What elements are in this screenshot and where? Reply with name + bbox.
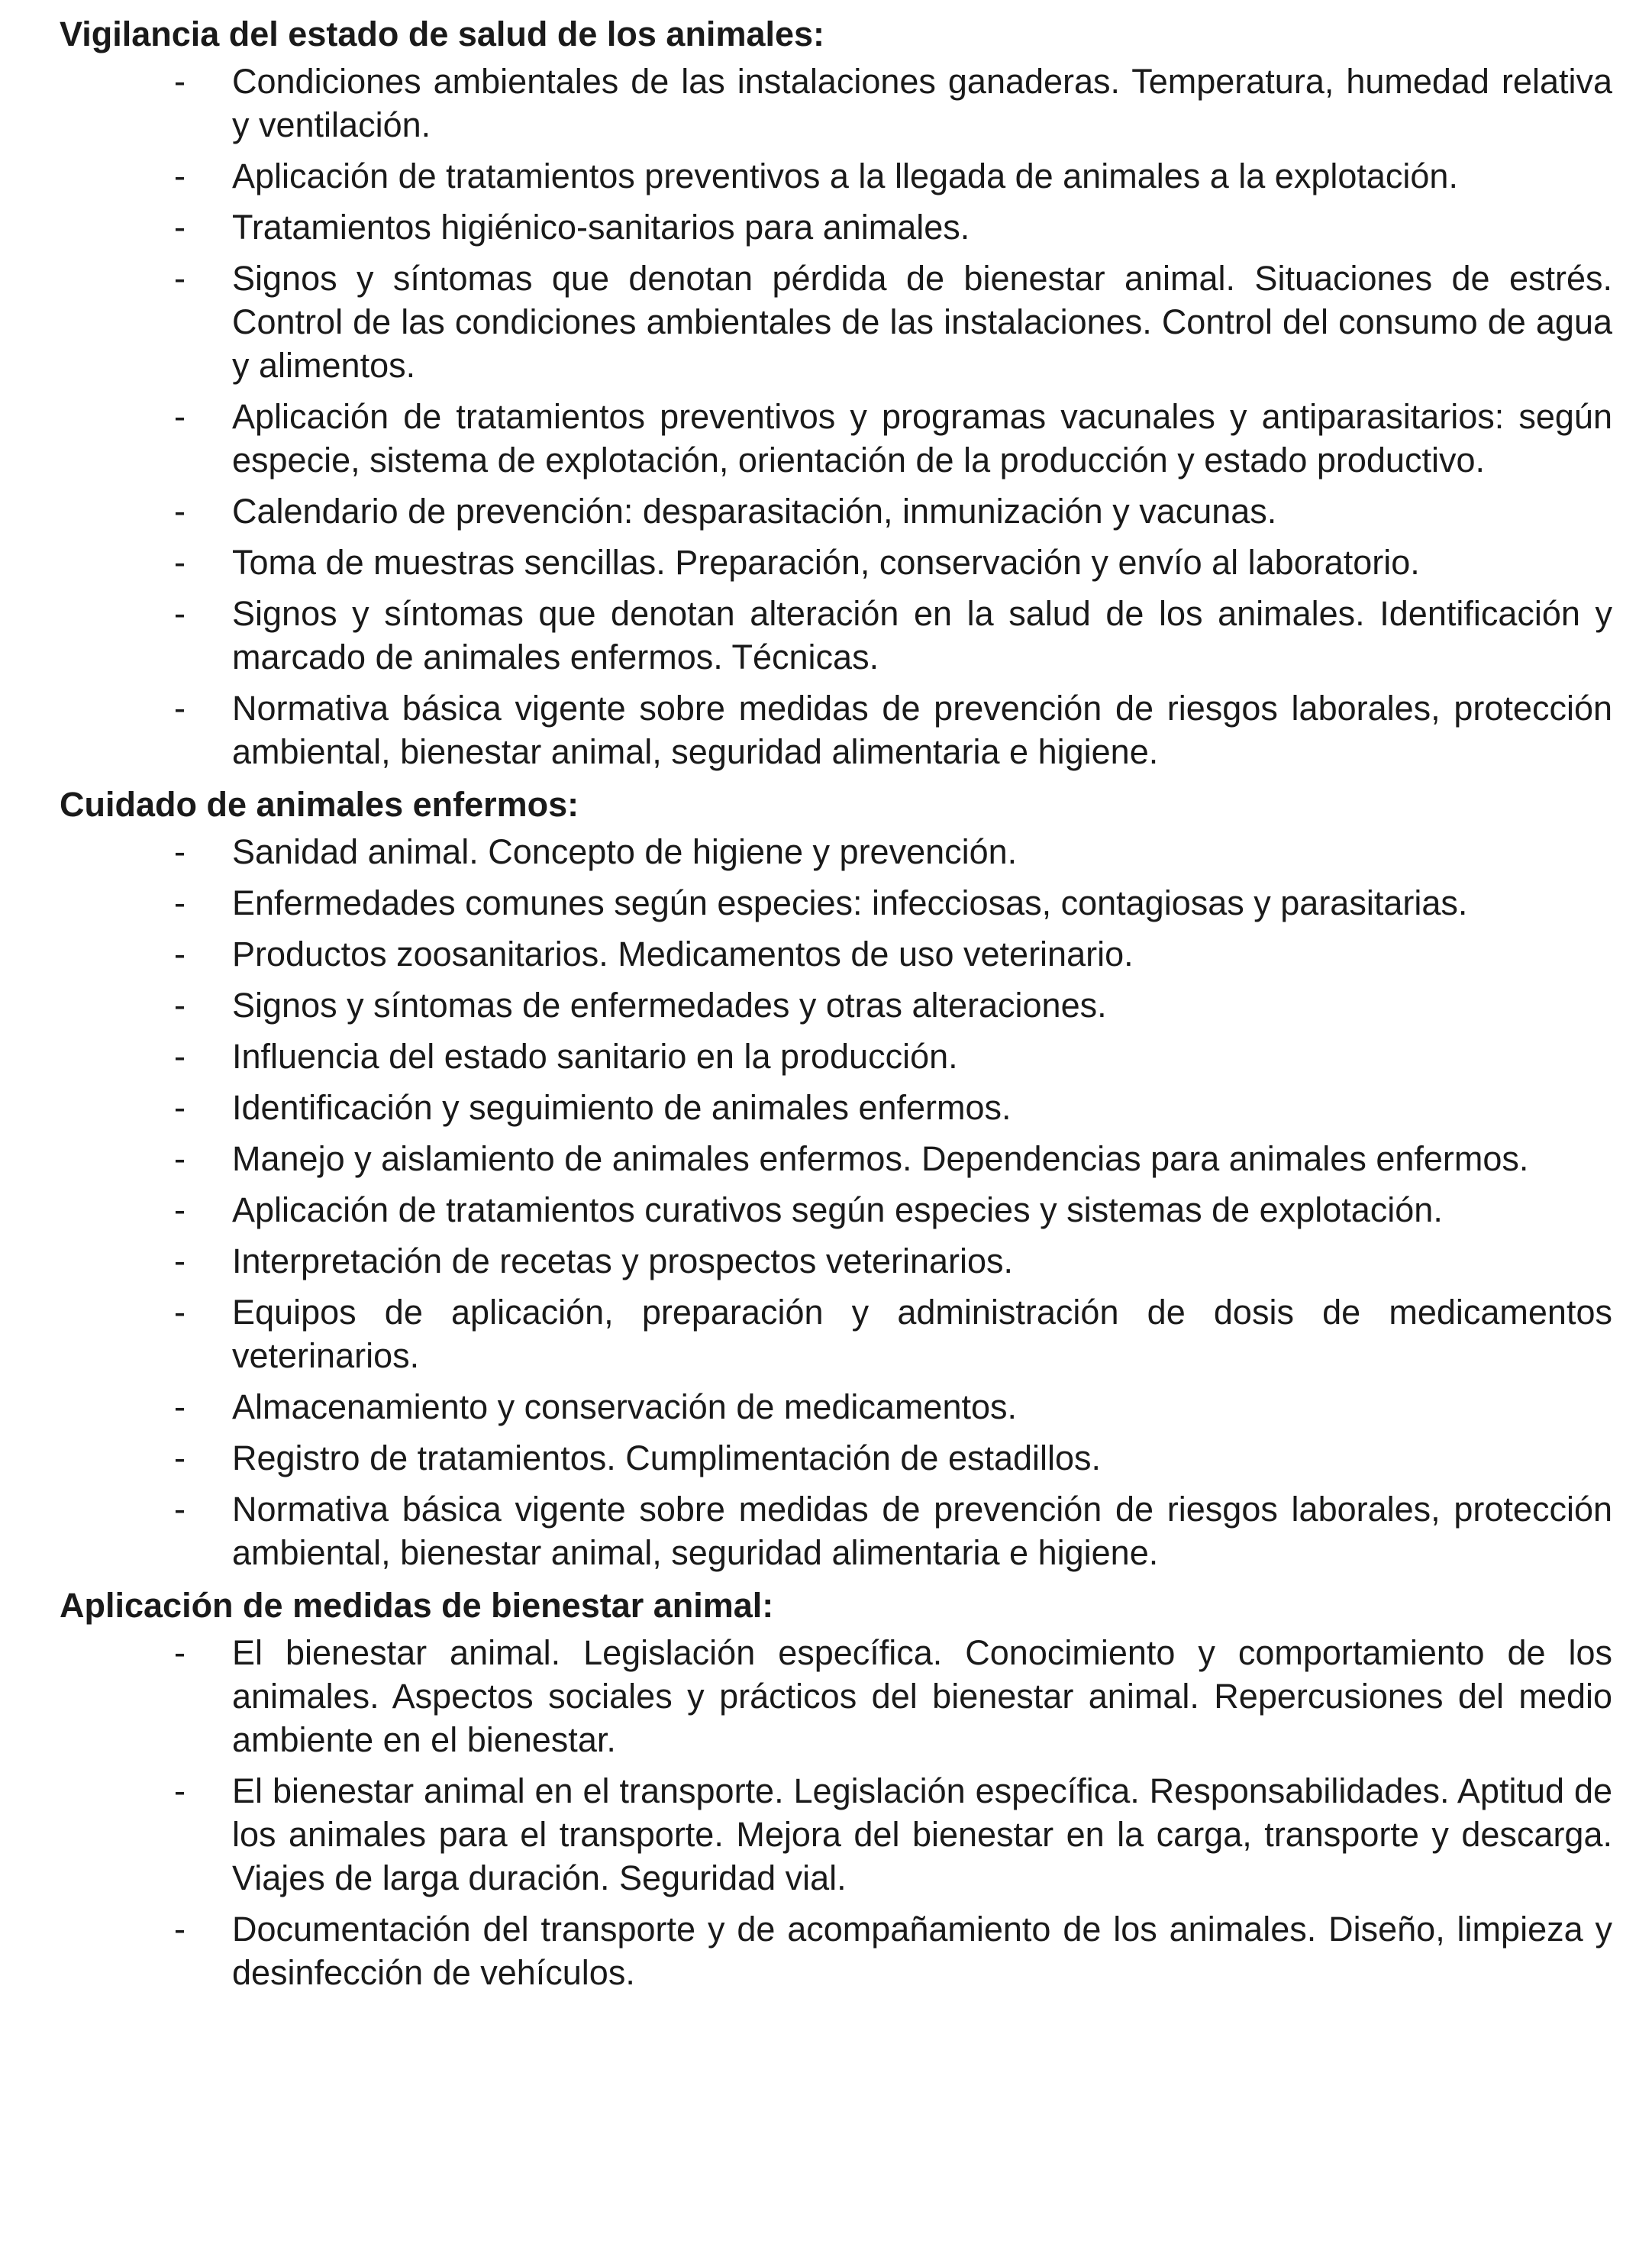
bullet-dash: - — [174, 543, 186, 582]
list-item — [60, 1631, 1612, 1761]
bullet-dash: - — [174, 832, 186, 871]
bullet-dash: - — [174, 62, 186, 101]
list-item — [60, 1436, 1612, 1480]
list-item — [60, 1188, 1612, 1232]
bullet-dash: - — [174, 157, 186, 195]
list-item-text: Productos zoosanitarios. Medicamentos de uso veterinario. — [232, 935, 1134, 974]
list-item-text: Interpretación de recetas y prospectos veterinarios. — [232, 1242, 1014, 1280]
bullet-dash: - — [174, 397, 186, 436]
section-heading: Aplicación de medidas de bienestar animal: — [60, 1586, 774, 1625]
bullet-dash: - — [174, 1139, 186, 1178]
list-item — [60, 1035, 1612, 1078]
bullet-dash: - — [174, 1490, 186, 1529]
bullet-dash: - — [174, 208, 186, 247]
list-item-text: El bienestar animal. Legislación específica. Conocimiento y comportamiento de los animales. Aspectos sociales y prácticos del bienestar animal. Repercusiones del medio ambiente en el bienestar. — [232, 1633, 1612, 1759]
list-item-text: Signos y síntomas de enfermedades y otras alteraciones. — [232, 986, 1107, 1025]
list-item — [60, 489, 1612, 533]
bullet-dash: - — [174, 492, 186, 531]
list-item-text: Normativa básica vigente sobre medidas de prevención de riesgos laborales, protección ambiental, bienestar animal, seguridad alimentaria e higiene. — [232, 689, 1612, 771]
bullet-dash: - — [174, 986, 186, 1025]
list-item-text: Signos y síntomas que denotan pérdida de bienestar animal. Situaciones de estrés. Control de las condiciones ambientales de las instalaciones. Control del consumo de agua y alimentos. — [232, 259, 1612, 385]
list-item-text: Aplicación de tratamientos preventivos a la llegada de animales a la explotación. — [232, 157, 1458, 195]
bullet-dash: - — [174, 1633, 186, 1672]
bullet-dash: - — [174, 1293, 186, 1332]
bullet-dash: - — [174, 935, 186, 974]
list-item-text: Almacenamiento y conservación de medicamentos. — [232, 1387, 1018, 1426]
list-item-text: Documentación del transporte y de acompañamiento de los animales. Diseño, limpieza y desinfección de vehículos. — [232, 1910, 1612, 1992]
list-item — [60, 1385, 1612, 1429]
bullet-dash: - — [174, 689, 186, 728]
section-heading: Vigilancia del estado de salud de los animales: — [60, 15, 825, 53]
section-heading: Cuidado de animales enfermos: — [60, 785, 579, 824]
bullet-list — [60, 60, 1612, 773]
document-body — [60, 11, 1612, 2002]
list-item — [60, 830, 1612, 873]
list-item — [60, 1487, 1612, 1574]
list-item-text: Tratamientos higiénico-sanitarios para animales. — [232, 208, 970, 247]
list-item — [60, 60, 1612, 147]
list-item-text: El bienestar animal en el transporte. Legislación específica. Responsabilidades. Aptitud de los animales para el transporte. Mejora del bienestar en la carga, transporte y descarga. Viajes de larga duración. Seguridad vial. — [232, 1771, 1612, 1897]
list-item-text: Enfermedades comunes según especies: infecciosas, contagiosas y parasitarias. — [232, 883, 1468, 922]
bullet-dash: - — [174, 1190, 186, 1229]
bullet-dash: - — [174, 1088, 186, 1127]
bullet-list — [60, 830, 1612, 1574]
list-item — [60, 932, 1612, 976]
list-item — [60, 1769, 1612, 1900]
list-item-text: Identificación y seguimiento de animales enfermos. — [232, 1088, 1012, 1127]
list-item-text: Toma de muestras sencillas. Preparación, conservación y envío al laboratorio. — [232, 543, 1420, 582]
list-item — [60, 592, 1612, 679]
list-item — [60, 686, 1612, 773]
bullet-dash: - — [174, 1387, 186, 1426]
bullet-dash: - — [174, 259, 186, 298]
list-item — [60, 1907, 1612, 1994]
list-item-text: Sanidad animal. Concepto de higiene y prevención. — [232, 832, 1018, 871]
bullet-list — [60, 1631, 1612, 1994]
bullet-dash: - — [174, 1242, 186, 1280]
list-item-text: Equipos de aplicación, preparación y administración de dosis de medicamentos veterinarios. — [232, 1293, 1612, 1375]
bullet-dash: - — [174, 1910, 186, 1949]
list-item — [60, 983, 1612, 1027]
list-item — [60, 1137, 1612, 1180]
bullet-dash: - — [174, 594, 186, 633]
list-item-text: Manejo y aislamiento de animales enfermos. Dependencias para animales enfermos. — [232, 1139, 1529, 1178]
list-item — [60, 395, 1612, 482]
list-item-text: Calendario de prevención: desparasitación, inmunización y vacunas. — [232, 492, 1277, 531]
list-item — [60, 881, 1612, 925]
list-item-text: Registro de tratamientos. Cumplimentación de estadillos. — [232, 1438, 1102, 1477]
list-item — [60, 1290, 1612, 1377]
list-item-text: Normativa básica vigente sobre medidas de prevención de riesgos laborales, protección ambiental, bienestar animal, seguridad alimentaria e higiene. — [232, 1490, 1612, 1572]
list-item — [60, 1086, 1612, 1129]
bullet-dash: - — [174, 1771, 186, 1810]
list-item — [60, 154, 1612, 198]
bullet-dash: - — [174, 883, 186, 922]
list-item-text: Signos y síntomas que denotan alteración en la salud de los animales. Identificación y marcado de animales enfermos. Técnicas. — [232, 594, 1612, 676]
list-item-text: Condiciones ambientales de las instalaciones ganaderas. Temperatura, humedad relativa y ventilación. — [232, 62, 1612, 144]
list-item-text: Aplicación de tratamientos preventivos y programas vacunales y antiparasitarios: según especie, sistema de explotación, orientación de la producción y estado productivo. — [232, 397, 1612, 479]
list-item — [60, 257, 1612, 387]
list-item — [60, 541, 1612, 584]
list-item-text: Aplicación de tratamientos curativos según especies y sistemas de explotación. — [232, 1190, 1443, 1229]
bullet-dash: - — [174, 1438, 186, 1477]
list-item-text: Influencia del estado sanitario en la producción. — [232, 1037, 958, 1076]
list-item — [60, 205, 1612, 249]
bullet-dash: - — [174, 1037, 186, 1076]
list-item — [60, 1239, 1612, 1283]
